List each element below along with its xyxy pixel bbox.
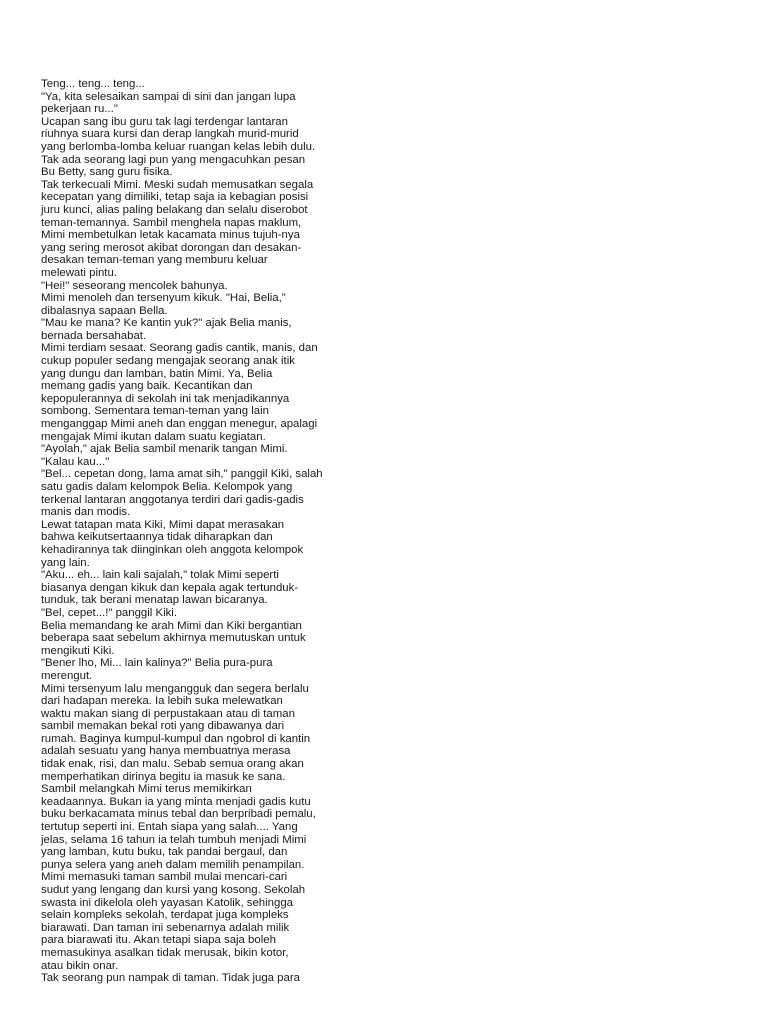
text-line: beberapa saat sebelum akhirnya memutuskan untuk <box>41 632 306 645</box>
text-line: mengikuti Kiki. <box>41 644 115 657</box>
text-line: "Hei!" seseorang mencolek bahunya. <box>41 279 228 292</box>
text-line: biarawati. Dan taman ini sebenarnya adalah milik <box>41 921 290 934</box>
text-line: biasanya dengan kikuk dan kepala agak tertunduk- <box>41 581 299 594</box>
text-line: atau bikin onar. <box>41 959 119 972</box>
text-line: juru kunci, alias paling belakang dan selalu diserobot <box>41 203 308 216</box>
text-line: tertutup seperti ini. Entah siapa yang salah.... Yang <box>41 821 298 834</box>
text-line: yang berlomba-lomba keluar ruangan kelas lebih dulu. <box>41 140 316 153</box>
text-line: Tak seorang pun nampak di taman. Tidak juga para <box>41 972 300 985</box>
text-line: memperhatikan dirinya begitu ia masuk ke sana. <box>41 770 286 783</box>
text-line: yang sering merosot akibat dorongan dan desakan- <box>41 241 302 254</box>
text-line: mengajak Mimi ikutan dalam suatu kegiatan. <box>41 430 266 443</box>
text-line: yang lamban, kutu buku, tak pandai bergaul, dan <box>41 846 288 859</box>
text-line: riuhnya suara kursi dan derap langkah murid-murid <box>41 128 299 141</box>
text-line: waktu makan siang di perpustakaan atau di taman <box>41 707 295 720</box>
body-text <box>41 78 341 985</box>
text-line: "Mau ke mana? Ke kantin yuk?" ajak Belia manis, <box>41 317 292 330</box>
text-line: Teng... teng... teng... <box>41 78 145 90</box>
text-line: para biarawati itu. Akan tetapi siapa saja boleh <box>41 934 276 947</box>
text-line: tidak enak, risi, dan malu. Sebab semua orang akan <box>41 758 304 771</box>
text-line: dari hadapan mereka. Ia lebih suka melewatkan <box>41 695 283 708</box>
text-line: keadaannya. Bukan ia yang minta menjadi gadis kutu <box>41 795 311 808</box>
text-line: kepopulerannya di sekolah ini tak menjadikannya <box>41 392 290 405</box>
text-line: desakan teman-teman yang memburu keluar <box>41 254 268 267</box>
text-line: Mimi tersenyum lalu mengangguk dan segera berlalu <box>41 682 309 695</box>
text-line: yang lain. <box>41 556 90 569</box>
text-line: Lewat tatapan mata Kiki, Mimi dapat merasakan <box>41 518 285 531</box>
text-line: Mimi memasuki taman sambil mulai mencari-cari <box>41 871 288 884</box>
text-line: bahwa keikutsertaannya tidak diharapkan dan <box>41 531 273 544</box>
text-line: Mimi membetulkan letak kacamata minus tujuh-nya <box>41 229 300 242</box>
text-line: "Kalau kau..." <box>41 455 110 468</box>
text-line: Ucapan sang ibu guru tak lagi terdengar lantaran <box>41 115 288 128</box>
text-line: Sambil melangkah Mimi terus memikirkan <box>41 783 252 796</box>
text-line: memang gadis yang baik. Kecantikan dan <box>41 380 253 393</box>
text-line: "Aku... eh... lain kali sajalah," tolak Mimi seperti <box>41 569 279 582</box>
text-line: selain kompleks sekolah, terdapat juga kompleks <box>41 909 289 922</box>
text-line: Belia memandang ke arah Mimi dan Kiki bergantian <box>41 619 302 632</box>
text-line: Tak terkecuali Mimi. Meski sudah memusatkan segala <box>41 178 314 191</box>
text-line: sudut yang lengang dan kursi yang kosong. Sekolah <box>41 884 306 896</box>
text-line: Tak ada seorang lagi pun yang mengacuhkan pesan <box>41 153 306 166</box>
text-line: "Ayolah," ajak Belia sambil menarik tangan Mimi. <box>41 443 288 456</box>
text-line: "Bel, cepet...!" panggil Kiki. <box>41 606 177 619</box>
text-line: Bu Betty, sang guru fisika. <box>41 166 173 179</box>
text-line: tunduk, tak berani menatap lawan bicaranya. <box>41 594 268 607</box>
text-line: "Bel... cepetan dong, lama amat sih," panggil Kiki, salah <box>41 468 323 481</box>
text-line: jelas, selama 16 tahun ia telah tumbuh menjadi Mimi <box>41 833 307 846</box>
text-line: pekerjaan ru..." <box>41 103 118 116</box>
text-line: "Bener lho, Mi... lain kalinya?" Belia pura-pura <box>41 657 273 670</box>
text-line: melewati pintu. <box>41 266 117 279</box>
text-line: terkenal lantaran anggotanya terdiri dari gadis-gadis <box>41 493 304 506</box>
text-line: merengut. <box>41 669 93 682</box>
text-line: manis dan modis. <box>41 506 131 519</box>
text-line: Mimi menoleh dan tersenyum kikuk. "Hai, Belia," <box>41 292 286 305</box>
text-line: sombong. Sementara teman-teman yang lain <box>41 405 269 418</box>
text-line: cukup populer sedang mengajak seorang anak itik <box>41 355 295 368</box>
text-line: teman-temannya. Sambil menghela napas maklum, <box>41 216 302 229</box>
text-line: rumah. Baginya kumpul-kumpul dan ngobrol di kantin <box>41 732 311 745</box>
text-line: punya selera yang aneh dalam memilih penampilan. <box>41 858 305 871</box>
text-line: kecepatan yang dimiliki, tetap saja ia kebagian posisi <box>41 191 309 204</box>
text-line: yang dungu dan lamban, batin Mimi. Ya, Belia <box>41 367 273 380</box>
text-line: dibalasnya sapaan Bella. <box>41 304 168 317</box>
text-line: memasukinya asalkan tidak merusak, bikin kotor, <box>41 946 289 959</box>
text-line: kehadirannya tak diinginkan oleh anggota kelompok <box>41 543 304 556</box>
text-line: bernada bersahabat. <box>41 329 147 342</box>
text-line: satu gadis dalam kelompok Belia. Kelompok yang <box>41 481 293 493</box>
text-line: swasta ini dikelola oleh yayasan Katolik, sehingga <box>41 896 294 909</box>
text-line: menganggap Mimi aneh dan enggan menegur, apalagi <box>41 418 318 431</box>
text-line: sambil memakan bekal roti yang dibawanya dari <box>41 720 285 733</box>
text-line: Mimi terdiam sesaat. Seorang gadis cantik, manis, dan <box>41 342 318 355</box>
text-line: "Ya, kita selesaikan sampai di sini dan jangan lupa <box>41 90 296 103</box>
text-line: adalah sesuatu yang hanya membuatnya merasa <box>41 745 291 758</box>
text-line: buku berkacamata minus tebal dan berpribadi pemalu, <box>41 808 316 821</box>
